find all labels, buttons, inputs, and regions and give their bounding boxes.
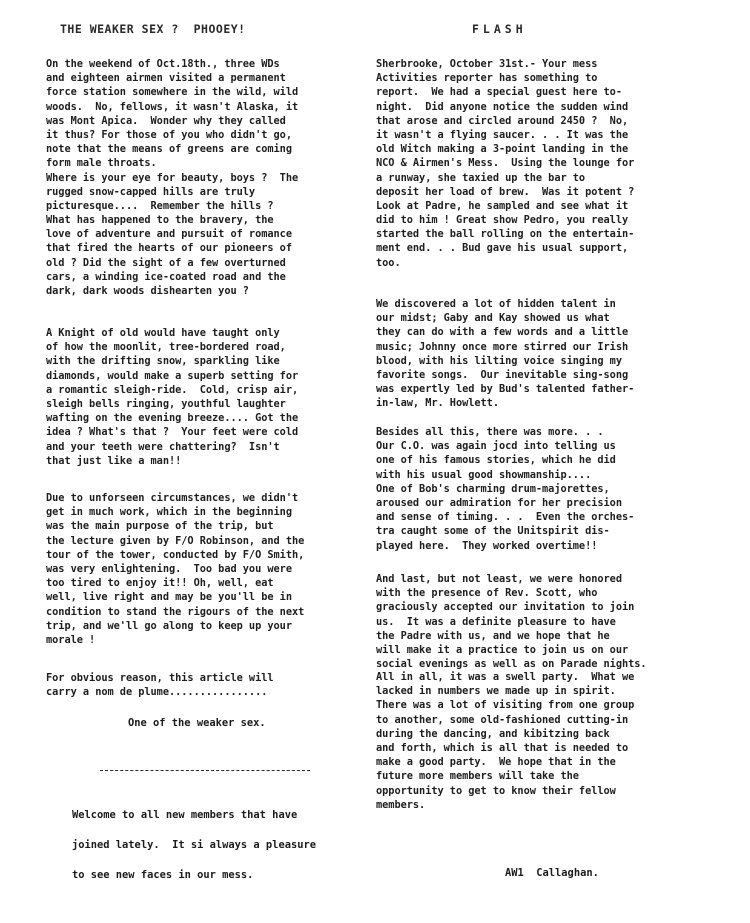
left-text-line: A Knight of old would have taught only (46, 327, 280, 339)
left-text-line: cars, a winding ice-coated road and the (46, 270, 286, 283)
left-text-line: well, live right and may be you'll be in (46, 591, 292, 604)
right-text-line: social evenings as well as on Parade nights. (376, 658, 647, 671)
left-text-line: the lecture given by F/O Robinson, and the (46, 534, 305, 547)
right-text-line: during the dancing, and kibitzing back (376, 727, 610, 740)
left-text-line: was very enlightening. Too bad you were (46, 562, 292, 575)
right-text-line: opportunity to get to know their fellow (376, 784, 616, 797)
left-text-line: was the main purpose of the trip, but (46, 520, 274, 533)
right-text-line: aroused our admiration for her precision (376, 496, 622, 509)
right-text-line: night. Did anyone notice the sudden wind (376, 100, 629, 113)
left-text-line: that fired the hearts of our pioneers of (46, 242, 292, 255)
right-text-line: deposit her load of brew. Was it potent ? (376, 185, 635, 198)
left-text-line: and eighteen airmen visited a permanent (46, 72, 286, 85)
right-text-line: and sense of timing. . . Even the orches- (376, 511, 635, 524)
left-text-line: idea ? What's that ? Your feet were cold (46, 426, 299, 439)
right-text-line: favorite songs. Our inevitable sing-song (376, 368, 629, 381)
left-paragraph (46, 57, 298, 298)
right-text-line: started the ball rolling on the entertain- (376, 228, 635, 241)
right-paragraph (376, 425, 634, 553)
right-text-line: the Padre with us, and we hope that he (376, 629, 610, 642)
right-text-line: And last, but not least, we were honored (376, 573, 622, 585)
left-text-line: dark, dark woods dishearten you ? (46, 285, 249, 297)
left-text-line: it thus? For those of you who didn't go, (46, 128, 292, 141)
left-text-line: a romantic sleigh-ride. Cold, crisp air, (46, 383, 299, 396)
right-text-line: NCO & Airmen's Mess. Using the lounge for (376, 157, 635, 170)
welcome-line-3: to see new faces in our mess. (72, 869, 254, 881)
left-text-line: woods. No, fellows, it wasn't Alaska, it (46, 100, 299, 113)
left-text-line: carry a nom de plume................ (46, 686, 268, 699)
right-text-line: music; Johnny once more stirred our Irish (376, 340, 629, 353)
left-text-line: form male throats. (46, 157, 157, 170)
left-paragraph (46, 671, 274, 699)
right-text-line: report. We had a special guest here to- (376, 86, 622, 99)
right-signature: AW1 Callaghan. (505, 867, 599, 879)
right-text-line: one of his famous stories, which he did (376, 454, 616, 467)
right-text-line: Activities reporter has something to (376, 72, 598, 85)
left-text-line: note that the means of greens are coming (46, 143, 292, 156)
right-text-line: with the presence of Rev. Scott, who (376, 587, 598, 600)
right-text-line: old Witch making a 3-point landing in the (376, 143, 629, 156)
left-text-line: get in much work, which in the beginning (46, 506, 292, 519)
right-text-line: make a good party. We hope that in the (376, 756, 616, 769)
left-text-line: rugged snow-capped hills are truly (46, 185, 256, 198)
right-text-line: will make it a practice to join us on our (376, 643, 629, 656)
left-text-line: too tired to enjoy it!! Oh, well, eat (46, 577, 274, 590)
right-text-line: Look at Padre, he sampled and see what it (376, 199, 629, 212)
left-text-line: was Mont Apica. Wonder why they called (46, 114, 286, 127)
right-text-line: was expertly led by Bud's talented father- (376, 383, 635, 396)
left-text-line: wafting on the evening breeze.... Got the (46, 412, 299, 425)
right-text-line: Our C.O. was again jocd into telling us (376, 440, 616, 453)
left-text-line: old ? Did the sight of a few overturned (46, 256, 286, 269)
right-text-line: played here. They worked overtime!! (376, 539, 598, 552)
left-text-line: For obvious reason, this article will (46, 672, 274, 684)
left-text-line: morale ! (46, 633, 96, 646)
left-text-line: sleigh bells ringing, youthful laughter (46, 397, 286, 410)
right-text-line: members. (376, 798, 426, 811)
right-text-line: in-law, Mr. Howlett. (376, 397, 499, 410)
right-text-line: that arose and circled around 2450 ? No, (376, 114, 629, 127)
right-paragraph (376, 57, 634, 270)
right-text-line: Sherbrooke, October 31st.- Your mess (376, 58, 598, 70)
right-paragraph (376, 572, 647, 671)
welcome-line-2: joined lately. It si always a pleasure (72, 839, 316, 851)
right-text-line: with his usual good showmanship.... (376, 468, 592, 481)
left-article-title: THE WEAKER SEX ? PHOOEY! (60, 22, 246, 36)
right-text-line: One of Bob's charming drum-majorettes, (376, 482, 610, 495)
left-text-line: What has happened to the bravery, the (46, 214, 274, 227)
left-signature: One of the weaker sex. (128, 717, 266, 729)
right-text-line: Besides all this, there was more. . . (376, 426, 604, 438)
right-text-line: it wasn't a flying saucer. . . It was the (376, 128, 629, 141)
welcome-line-1: Welcome to all new members that have (72, 809, 298, 821)
right-text-line: ment end. . . Bud gave his usual support, (376, 242, 629, 255)
right-text-line: and forth, which is all that is needed to (376, 741, 629, 754)
left-text-line: force station somewhere in the wild, wild (46, 86, 299, 99)
right-text-line: they can do with a few words and a little (376, 326, 629, 339)
left-text-line: that just like a man!! (46, 454, 182, 467)
right-text-line: blood, with his lilting voice singing my (376, 354, 622, 367)
left-text-line: and your teeth were chattering? Isn't (46, 440, 280, 453)
right-text-line: All in all, it was a swell party. What we (376, 671, 635, 683)
section-divider (100, 770, 310, 771)
right-text-line: There was a lot of visiting from one group (376, 699, 635, 712)
right-text-line: lacked in numbers we made up in spirit. (376, 685, 616, 698)
right-text-line: too. (376, 256, 401, 269)
left-text-line: tour of the tower, conducted by F/O Smith, (46, 548, 305, 561)
left-text-line: of how the moonlit, tree-bordered road, (46, 341, 286, 354)
right-text-line: did to him ! Great show Pedro, you really (376, 214, 629, 227)
left-text-line: Where is your eye for beauty, boys ? The (46, 171, 299, 184)
left-text-line: trip, and we'll go along to keep up your (46, 619, 292, 632)
left-text-line: with the drifting snow, sparkling like (46, 355, 280, 368)
right-article-title: FLASH (472, 22, 527, 36)
right-text-line: future more members will take the (376, 770, 579, 783)
left-text-line: picturesque.... Remember the hills ? (46, 199, 274, 212)
right-text-line: to another, some old-fashioned cutting-in (376, 713, 629, 726)
right-paragraph (376, 297, 634, 411)
right-paragraph (376, 670, 634, 812)
left-text-line: diamonds, would make a superb setting for (46, 369, 299, 382)
left-text-line: On the weekend of Oct.18th., three WDs (46, 58, 280, 70)
right-text-line: tra caught some of the Unitspirit dis- (376, 525, 610, 538)
right-text-line: our midst; Gaby and Kay showed us what (376, 312, 610, 325)
right-text-line: graciously accepted our invitation to join (376, 601, 635, 614)
left-paragraph (46, 491, 304, 647)
right-text-line: us. It was a definite pleasure to have (376, 615, 616, 628)
right-text-line: We discovered a lot of hidden talent in (376, 298, 616, 310)
left-text-line: Due to unforseen circumstances, we didn't (46, 492, 299, 504)
right-text-line: a runway, she taxied up the bar to (376, 171, 586, 184)
left-paragraph (46, 326, 298, 468)
left-text-line: condition to stand the rigours of the next (46, 605, 305, 618)
left-text-line: love of adventure and pursuit of romance (46, 228, 292, 241)
